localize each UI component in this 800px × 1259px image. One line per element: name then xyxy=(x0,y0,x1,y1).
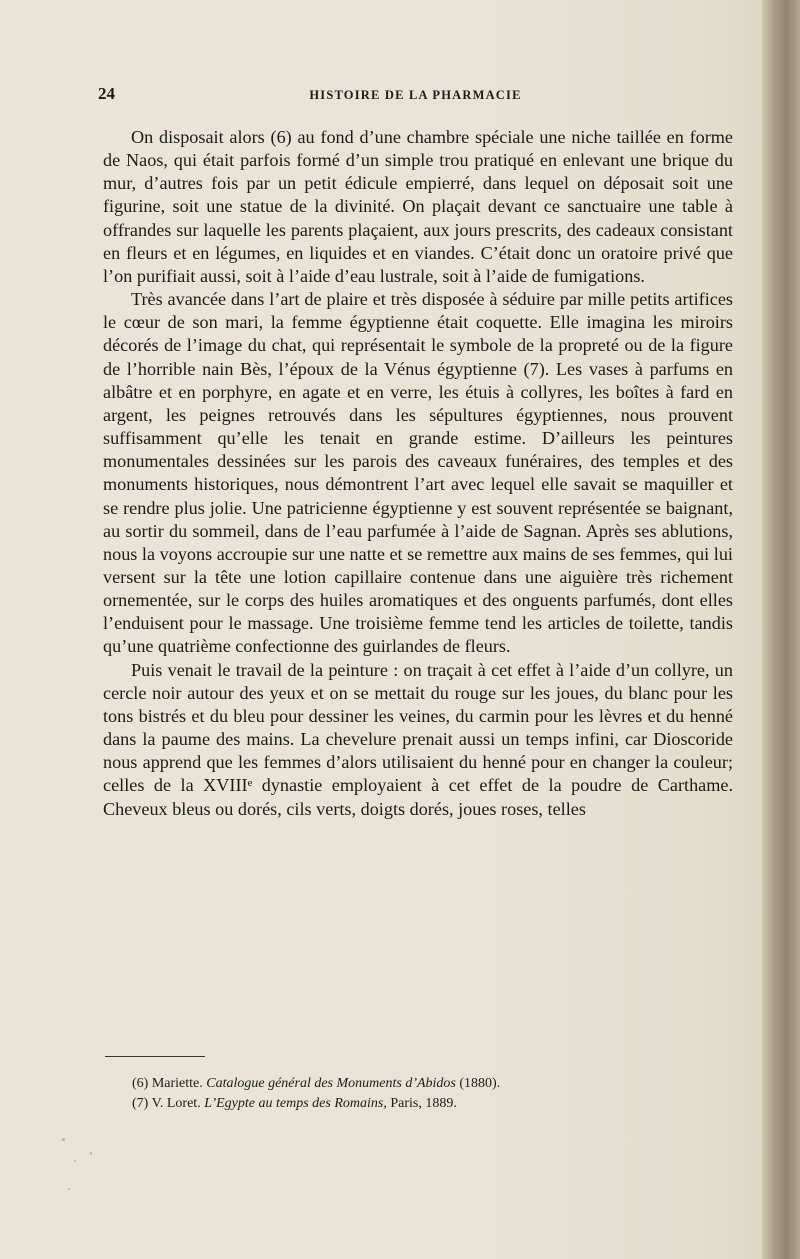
paper-speck xyxy=(62,1138,65,1141)
page-number: 24 xyxy=(98,84,115,103)
running-title: HISTOIRE DE LA PHARMACIE xyxy=(309,88,522,102)
footnote-title: L’Egypte au temps des Romains, xyxy=(204,1096,387,1111)
footnote-rest: Paris, 1889. xyxy=(390,1096,457,1111)
paper-speck xyxy=(90,1152,92,1155)
paper-speck xyxy=(74,1160,76,1162)
footnote-7 xyxy=(132,1094,712,1114)
page-header xyxy=(98,84,733,106)
book-spine-edge xyxy=(762,0,800,1259)
paper-speck xyxy=(68,1188,70,1190)
footnote-6 xyxy=(132,1074,712,1094)
footnote-rule xyxy=(105,1056,205,1057)
footnotes xyxy=(132,1074,712,1114)
paragraph-1: On disposait alors (6) au fond d’une chambre spéciale une niche taillée en forme de Naos, qui était parfois formé d’un simple trou pratiqué en enlevant une brique du mur, d’autres fois par un petit édicule empierré, dans lequel on déposait soit une figurine, soit une statue de la divinité. On plaçait devant ce sanctuaire une table à offrandes sur laquelle les parents plaçaient, aux jours prescrits, des cadeaux consistant en fleurs et en légumes, en liquides et en viandes. C’était donc un oratoire privé que l’on purifiait aussi, soit à l’aide d’eau lustrale, soit à l’aide de fumigations. xyxy=(103,127,733,286)
footnote-author: Mariette. xyxy=(151,1076,203,1091)
paragraph-2: Très avancée dans l’art de plaire et très disposée à séduire par mille petits artifices le cœur de son mari, la femme égyptienne était coquette. Elle imagina les miroirs décorés de l’image du chat, qui représentait le symbole de la propreté ou de la figure de l’horrible nain Bès, l’époux de la Vénus égyptienne (7). Les vases à parfums en albâtre et en porphyre, en agate et en verre, les étuis à collyres, les boîtes à fard en argent, les peignes retrouvés dans les sépultures égyptiennes, nous prouvent suffisamment qu’elle les tenait en grande estime. D’ailleurs les peintures monumentales dessinées sur les parois des caveaux funéraires, des temples et des monuments historiques, nous démontrent l’art avec lequel elle savait se maquiller et se rendre plus jolie. Une patricienne égyptienne y est souvent représentée se baignant, au sortir du sommeil, dans de l’eau parfumée à l’aide de Sagnan. Après ses ablutions, nous la voyons accroupie sur une natte et se remettre aux mains de ses femmes, qui lui versent sur la tête une lotion capillaire contenue dans une aiguière très richement ornementée, sur le corps des huiles aromatiques et des onguents parfumés, dont elles l’enduisent pour le massage. Une troisième femme tend les articles de toilette, tandis qu’une quatrième confectionne des guirlandes de fleurs. xyxy=(103,289,733,657)
footnote-title: Catalogue général des Monuments d’Abidos xyxy=(206,1076,456,1091)
footnote-author: V. Loret. xyxy=(151,1096,201,1111)
paragraph-3: Puis venait le travail de la peinture : on traçait à cet effet à l’aide d’un collyre, un cercle noir autour des yeux et on se mettait du rouge sur les joues, du blanc pour les tons bistrés et du bleu pour dessiner les veines, du carmin pour les lèvres et du henné dans la paume des mains. La chevelure prenait aussi un temps infini, car Dioscoride nous apprend que les femmes d’alors utilisaient du henné pour en changer la couleur; celles de la XVIIIᵉ dynastie employaient à cet effet de la poudre de Carthame. Cheveux bleus ou dorés, cils verts, doigts dorés, joues roses, telles xyxy=(103,659,733,819)
footnote-rest: (1880). xyxy=(459,1076,501,1091)
footnote-marker: (7) xyxy=(132,1096,149,1111)
footnote-marker: (6) xyxy=(132,1076,149,1091)
body-text xyxy=(103,126,733,821)
